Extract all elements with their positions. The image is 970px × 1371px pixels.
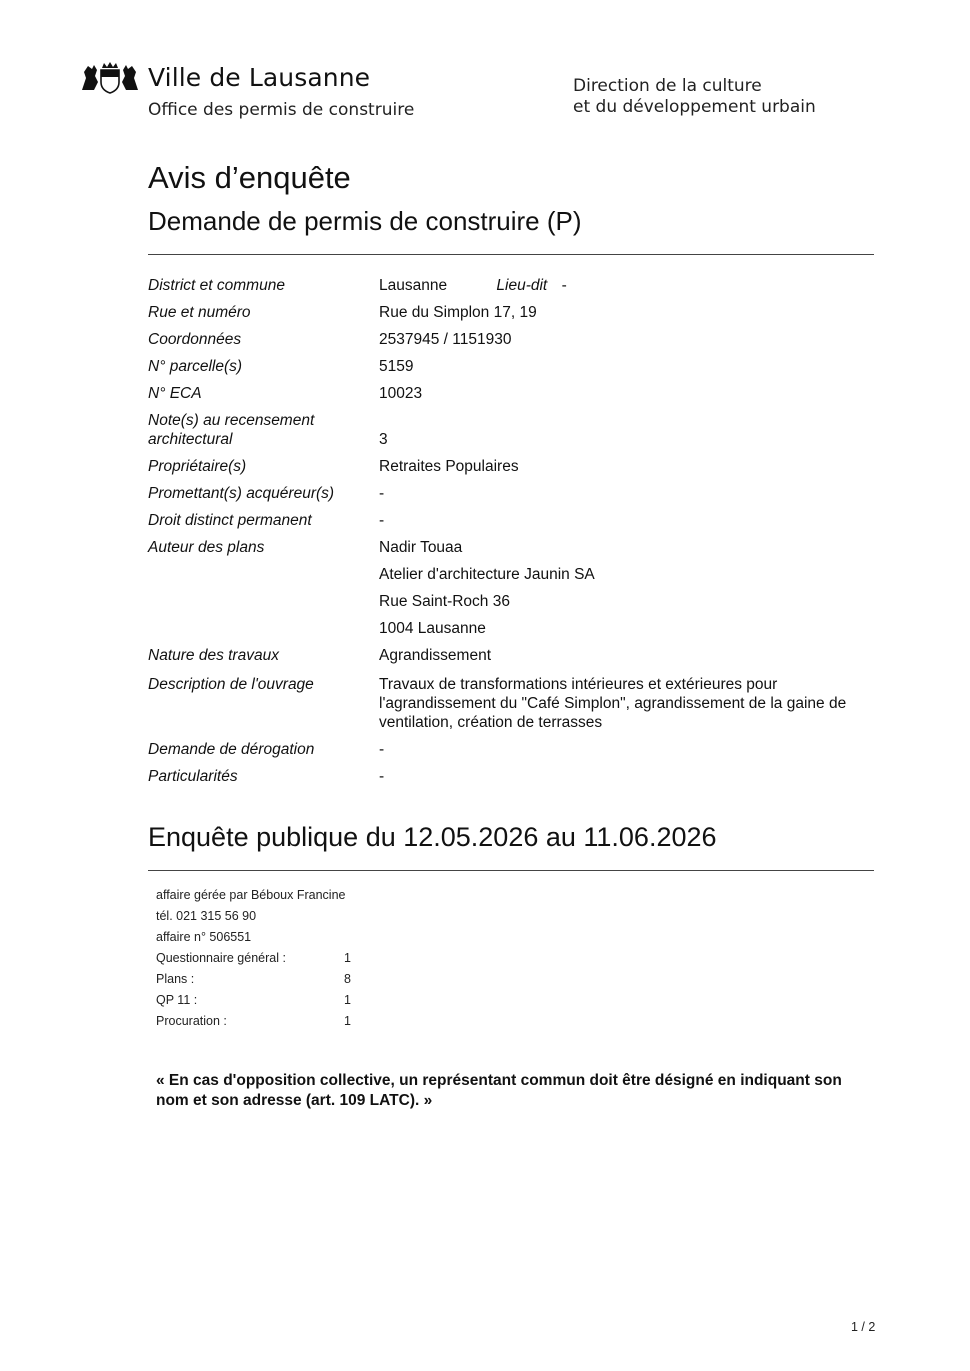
doc-label: Plans : <box>156 971 195 986</box>
field-label <box>148 411 379 449</box>
district-value: Lausanne <box>379 277 448 294</box>
field-label: Nature des travaux <box>148 647 279 664</box>
page-title: Avis d’enquête <box>148 160 351 195</box>
doc-label: QP 11 : <box>156 992 198 1007</box>
field-label: Coordonnées <box>148 331 242 348</box>
field-coordonnees <box>148 322 874 349</box>
doc-count: 1 <box>344 992 351 1007</box>
doc-row <box>156 1010 351 1031</box>
field-auteur-line <box>148 611 874 638</box>
field-promettant <box>148 476 874 503</box>
field-label: District et commune <box>148 277 285 294</box>
field-parcelle <box>148 349 874 376</box>
field-value: - <box>379 768 385 785</box>
field-rue <box>148 295 874 322</box>
note-label-line2: architectural <box>148 431 233 448</box>
direction-name <box>573 76 816 118</box>
divider <box>148 254 874 255</box>
field-value: Nadir Touaa <box>379 539 463 556</box>
field-value: Rue Saint-Roch 36 <box>379 593 510 610</box>
field-value: - <box>379 485 385 502</box>
field-value: Rue du Simplon 17, 19 <box>379 304 537 321</box>
field-eca <box>148 376 874 403</box>
doc-count: 1 <box>344 950 351 965</box>
org-name: Ville de Lausanne <box>148 62 371 92</box>
field-label: Particularités <box>148 768 238 785</box>
direction-line2: et du développement urbain <box>573 97 816 117</box>
contact-block <box>156 884 351 1031</box>
field-value: 2537945 / 1151930 <box>379 331 512 348</box>
doc-row <box>156 968 351 989</box>
lausanne-crest-icon <box>80 60 140 94</box>
field-label: Description de l'ouvrage <box>148 676 314 693</box>
field-value: 1004 Lausanne <box>379 620 486 637</box>
lieu-dit-label: Lieu-dit <box>496 277 548 294</box>
field-label: Rue et numéro <box>148 304 251 321</box>
field-district <box>148 268 874 295</box>
field-value: Agrandissement <box>379 647 492 664</box>
field-auteur-line <box>148 557 874 584</box>
field-derogation <box>148 732 874 759</box>
field-label: Propriétaire(s) <box>148 458 247 475</box>
field-label: Auteur des plans <box>148 539 265 556</box>
field-value: 10023 <box>379 385 423 402</box>
header-left <box>80 60 414 120</box>
field-label: N° parcelle(s) <box>148 358 243 375</box>
field-value: Travaux de transformations intérieures et extérieures pour l'agrandissement du "Café Simplon", agrandissement de la gaine de ventilation, création de terrasses <box>379 676 847 731</box>
opposition-notice: « En cas d'opposition collective, un représentant commun doit être désigné en indiquant son nom et son adresse (art. 109 LATC). » <box>156 1072 842 1109</box>
doc-label: Procuration : <box>156 1013 227 1028</box>
field-value: Retraites Populaires <box>379 458 519 475</box>
field-auteur-line <box>148 584 874 611</box>
doc-count: 8 <box>344 971 351 986</box>
field-value <box>379 276 874 295</box>
field-auteur <box>148 530 874 557</box>
direction-line1: Direction de la culture <box>573 76 762 96</box>
field-value: - <box>379 512 385 529</box>
field-nature <box>148 638 874 665</box>
field-label: Droit distinct permanent <box>148 512 312 529</box>
field-value: Atelier d'architecture Jaunin SA <box>379 566 595 583</box>
field-value: 3 <box>379 431 388 448</box>
field-particularites <box>148 759 874 786</box>
page-number: 1 / 2 <box>851 1320 876 1334</box>
field-proprietaire <box>148 449 874 476</box>
field-droit <box>148 503 874 530</box>
doc-row <box>156 947 351 968</box>
contact-affaire: affaire n° 506551 <box>156 929 252 944</box>
office-name: Office des permis de construire <box>148 100 415 120</box>
contact-gere-par: affaire gérée par Béboux Francine <box>156 887 346 902</box>
field-label: Promettant(s) acquéreur(s) <box>148 485 335 502</box>
note-label-line1: Note(s) au recensement <box>148 412 315 429</box>
enquete-heading: Enquête publique du 12.05.2026 au 11.06.2026 <box>148 822 717 852</box>
field-value: - <box>379 741 385 758</box>
field-description <box>148 665 874 732</box>
lieu-dit-value: - <box>561 277 567 294</box>
field-label: Demande de dérogation <box>148 741 315 758</box>
fields-list <box>148 268 874 786</box>
doc-row <box>156 989 351 1010</box>
field-label: N° ECA <box>148 385 202 402</box>
page-subtitle: Demande de permis de construire (P) <box>148 206 582 236</box>
field-note <box>148 403 874 449</box>
divider <box>148 870 874 871</box>
doc-label: Questionnaire général : <box>156 950 286 965</box>
field-value: 5159 <box>379 358 414 375</box>
logo-row <box>80 60 414 94</box>
contact-tel: tél. 021 315 56 90 <box>156 908 257 923</box>
doc-count: 1 <box>344 1013 351 1028</box>
